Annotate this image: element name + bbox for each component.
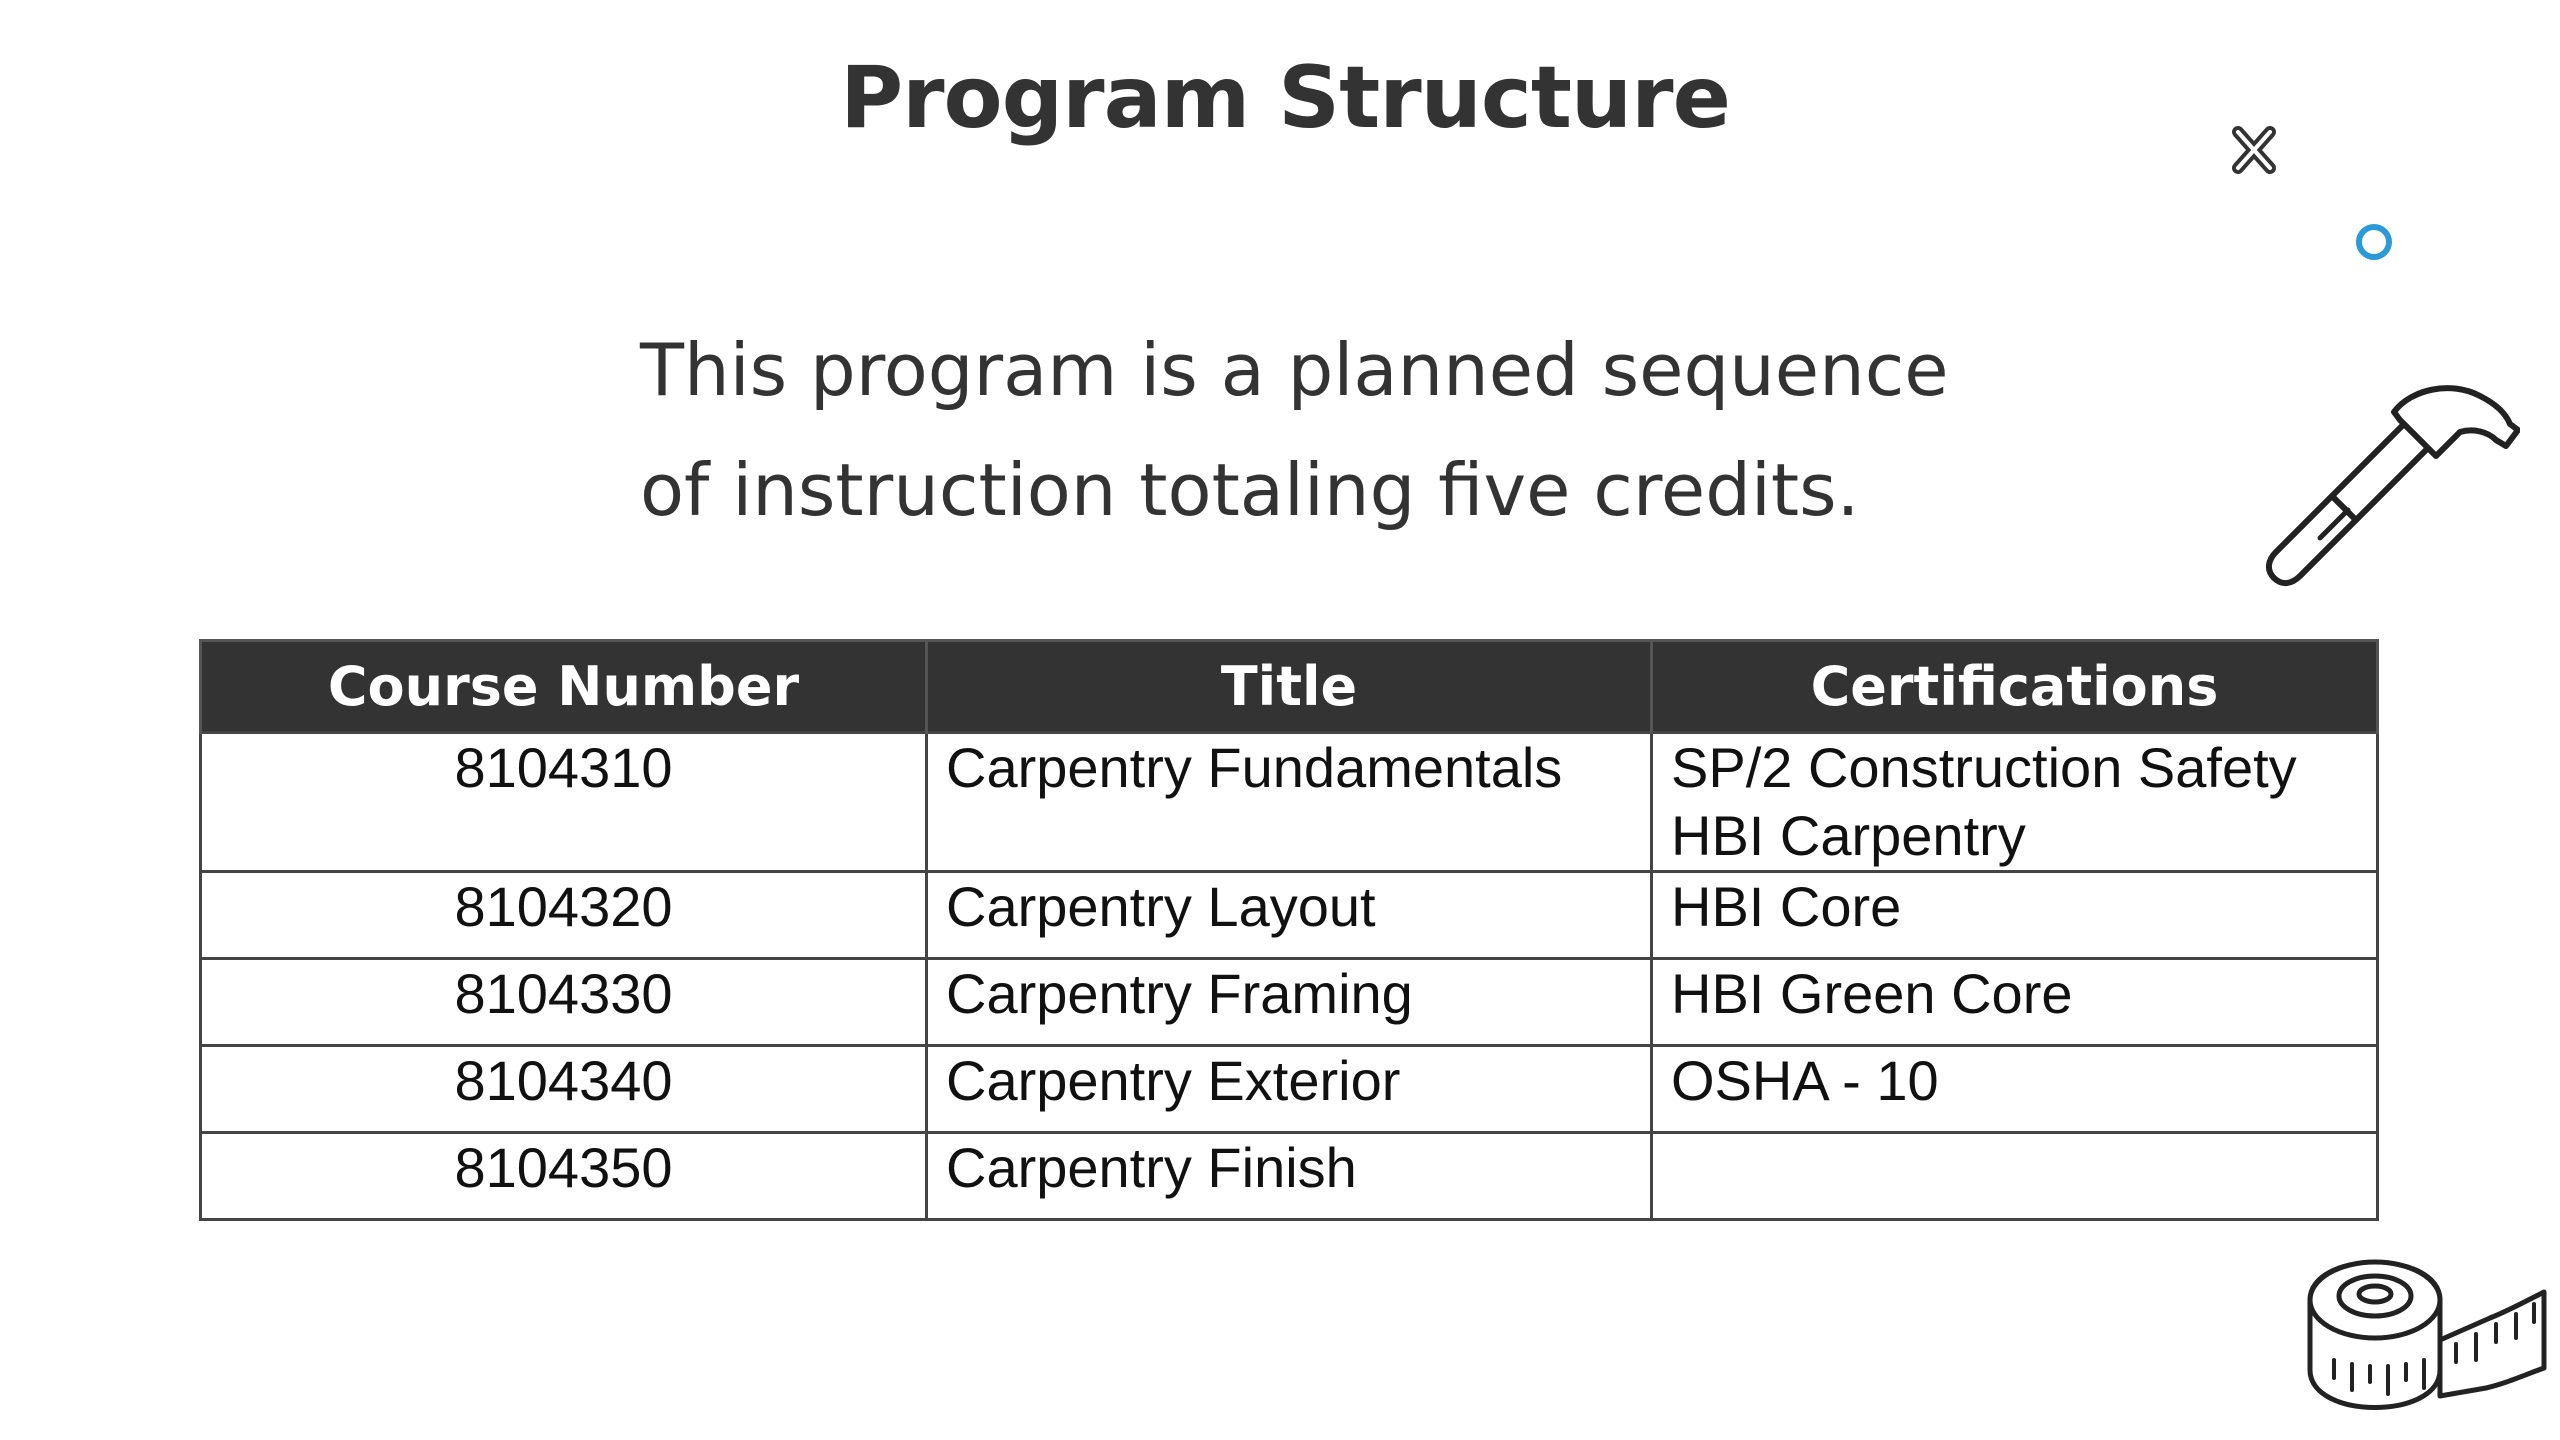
course-number-cell: 8104320 (201, 872, 927, 959)
hammer-icon (2260, 370, 2520, 600)
course-title-cell: Carpentry Exterior (927, 1046, 1652, 1133)
cross-mark-icon (2232, 126, 2276, 174)
table-row (201, 959, 2378, 1046)
header-title: Title (927, 641, 1652, 733)
table-header-row (201, 641, 2378, 733)
certifications-cell (1652, 872, 2378, 959)
certification-item: SP/2 Construction Safety (1671, 736, 2297, 799)
table-row (201, 1046, 2378, 1133)
lead-line-2: of instruction totaling five credits. (640, 448, 1860, 532)
certifications-cell (1652, 733, 2378, 872)
table-row (201, 733, 2378, 872)
certification-item: OSHA - 10 (1671, 1049, 1939, 1112)
header-course-number: Course Number (201, 641, 927, 733)
table-row (201, 872, 2378, 959)
lead-line-1: This program is a planned sequence (640, 328, 1949, 412)
certifications-cell (1652, 1046, 2378, 1133)
certifications-cell (1652, 1133, 2378, 1220)
circle-dot-icon (2354, 222, 2394, 262)
course-title-cell: Carpentry Layout (927, 872, 1652, 959)
table-row (201, 1133, 2378, 1220)
course-number-cell: 8104330 (201, 959, 927, 1046)
certification-item: HBI Green Core (1671, 962, 2073, 1025)
course-number-cell: 8104340 (201, 1046, 927, 1133)
course-number-cell: 8104350 (201, 1133, 927, 1220)
header-certifications: Certifications (1652, 641, 2378, 733)
program-table (199, 639, 2379, 1221)
lead-paragraph (640, 310, 2000, 550)
page-title: Program Structure (840, 48, 1730, 148)
course-title-cell: Carpentry Finish (927, 1133, 1652, 1220)
course-title-cell: Carpentry Fundamentals (927, 733, 1652, 872)
certification-item: HBI Carpentry (1671, 804, 2026, 867)
certification-item: HBI Core (1671, 875, 1902, 938)
course-number-cell: 8104310 (201, 733, 927, 872)
tape-measure-icon (2300, 1230, 2550, 1410)
course-title-cell: Carpentry Framing (927, 959, 1652, 1046)
certifications-cell (1652, 959, 2378, 1046)
